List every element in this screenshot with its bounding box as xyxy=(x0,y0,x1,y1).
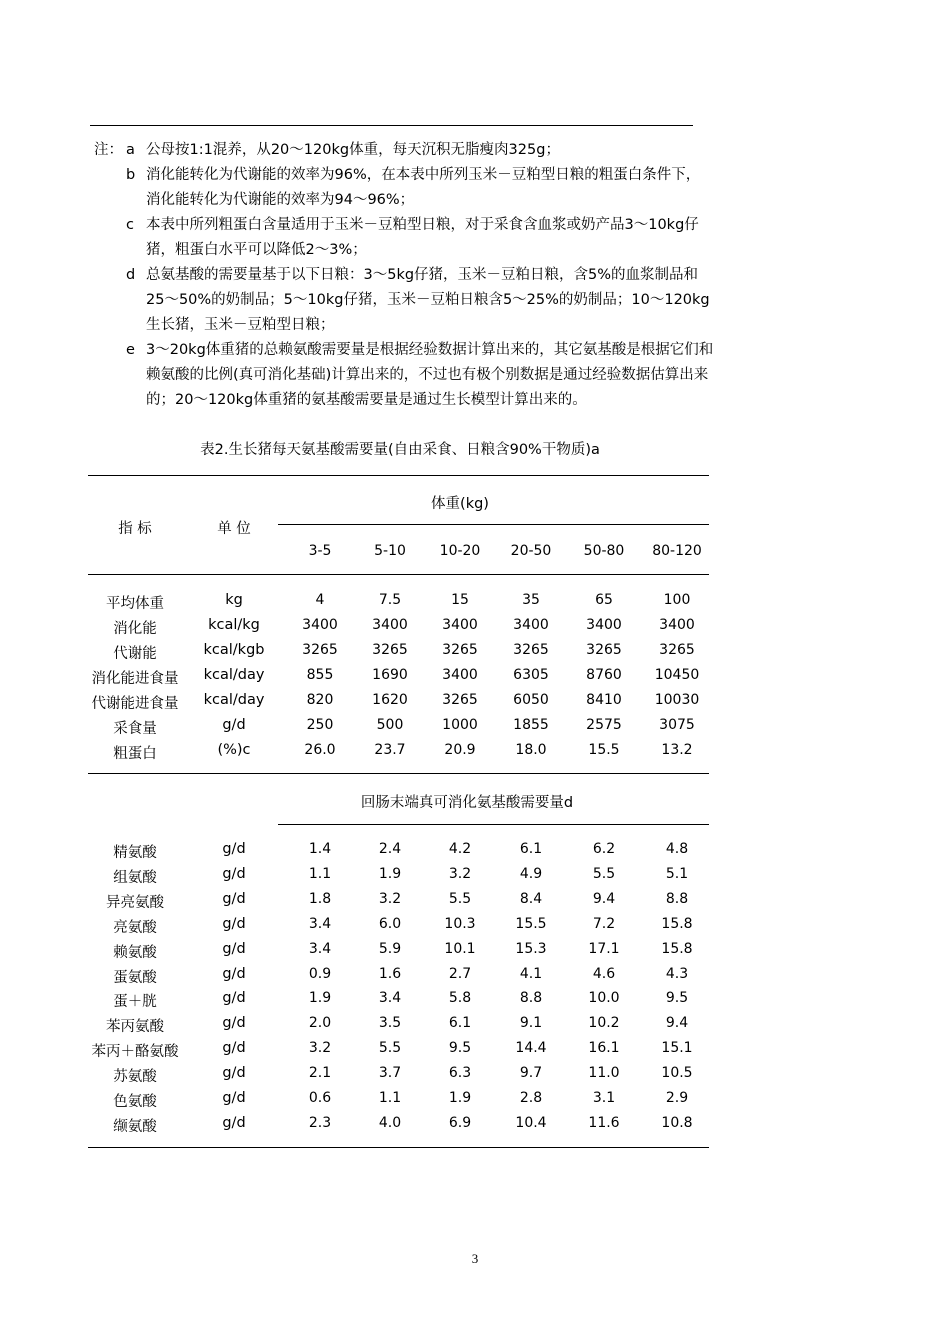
table-top-rule xyxy=(88,475,709,476)
table-cell: 6.0 xyxy=(378,915,402,932)
row-unit: g/d xyxy=(222,990,246,1007)
note-key: d xyxy=(126,267,136,283)
section2-title: 回肠末端真可消化氨基酸需要量d xyxy=(360,795,574,811)
row-unit: g/d xyxy=(222,940,246,957)
table-cell: 20.9 xyxy=(444,742,476,758)
table-cell: 8.8 xyxy=(665,890,689,907)
row-label: 平均体重 xyxy=(106,596,164,612)
table-cell: 23.7 xyxy=(374,742,406,758)
table-cell: 17.1 xyxy=(588,940,620,957)
table-cell: 3265 xyxy=(442,692,478,708)
table-cell: 3400 xyxy=(513,617,549,633)
row-unit: g/d xyxy=(222,841,246,857)
page-number: 3 xyxy=(471,1251,479,1266)
table-cell: 3.4 xyxy=(308,940,332,957)
row-label: 组氨酸 xyxy=(113,869,157,886)
table-cell: 65 xyxy=(595,592,613,608)
column-header: 10-20 xyxy=(439,543,481,559)
row-unit: g/d xyxy=(222,717,246,733)
table-cell: 2.9 xyxy=(665,1090,689,1106)
row-label: 苏氨酸 xyxy=(113,1069,157,1086)
table-cell: 1.1 xyxy=(378,1090,402,1106)
row-label: 消化能进食量 xyxy=(91,671,179,687)
table-cell: 4.3 xyxy=(665,965,689,982)
table-cell: 7.2 xyxy=(592,915,616,932)
table-cell: 10.0 xyxy=(588,990,620,1007)
table-cell: 6.2 xyxy=(592,841,616,857)
row-label: 色氨酸 xyxy=(113,1094,157,1110)
table-cell: 3400 xyxy=(659,617,695,633)
table-cell: 16.1 xyxy=(588,1040,620,1057)
row-label: 苯丙＋酪氨酸 xyxy=(91,1044,179,1061)
column-header: 50-80 xyxy=(583,543,625,559)
row-unit: kcal/day xyxy=(203,667,265,683)
row-label: 精氨酸 xyxy=(113,845,157,861)
header-group: 体重(kg) xyxy=(431,496,489,512)
table-cell: 6305 xyxy=(513,667,549,683)
table-cell: 7.5 xyxy=(378,592,402,608)
row-label: 蛋＋胱 xyxy=(113,994,157,1011)
table-cell: 3.4 xyxy=(378,990,402,1007)
row-unit: kg xyxy=(225,592,243,608)
notes-prefix: 注： xyxy=(94,142,123,158)
table-cell: 11.0 xyxy=(588,1065,620,1082)
table-cell: 3.2 xyxy=(448,865,472,882)
header-index: 指 标 xyxy=(118,521,152,537)
table-cell: 8.4 xyxy=(519,890,543,907)
table-cell: 3400 xyxy=(302,617,338,633)
table-cell: 2.3 xyxy=(308,1114,332,1131)
table-cell: 3.2 xyxy=(378,890,402,907)
table-cell: 9.4 xyxy=(665,1015,689,1032)
table-cell: 3.4 xyxy=(308,915,332,932)
table-cell: 3.5 xyxy=(378,1015,402,1032)
table-cell: 6.1 xyxy=(519,841,543,857)
table-cell: 3400 xyxy=(442,617,478,633)
table-cell: 855 xyxy=(306,667,334,683)
table-cell: 10030 xyxy=(654,692,700,708)
row-label: 粗蛋白 xyxy=(113,746,157,762)
table-cell: 10.5 xyxy=(661,1065,693,1082)
table-cell: 4 xyxy=(315,592,325,608)
table-cell: 9.5 xyxy=(665,990,689,1007)
note-c xyxy=(94,213,714,263)
table-cell: 4.0 xyxy=(378,1114,402,1131)
row-label: 采食量 xyxy=(113,721,157,737)
table-cell: 0.9 xyxy=(308,965,332,982)
table-cell: 1620 xyxy=(372,692,408,708)
note-key: a xyxy=(126,142,135,158)
table-cell: 15.8 xyxy=(661,915,693,932)
note-text: 总氨基酸的需要量基于以下日粮：3～5kg仔猪，玉米－豆粕日粮，含5%的血浆制品和25～50%的奶制品；5～10kg仔猪，玉米－豆粕日粮含5～25%的奶制品；10～120kg生长猪，玉米－豆粕型日粮； xyxy=(146,267,710,333)
table-cell: 6.9 xyxy=(448,1114,472,1131)
table-cell: 10.1 xyxy=(444,940,476,957)
table-cell: 10.3 xyxy=(444,915,476,932)
note-key: c xyxy=(126,217,134,233)
row-unit: g/d xyxy=(222,915,246,932)
row-unit: kcal/kg xyxy=(208,617,260,633)
table-cell: 100 xyxy=(663,592,691,608)
table-cell: 8.8 xyxy=(519,990,543,1007)
header-sub-rule xyxy=(278,524,709,525)
section1-bottom-rule xyxy=(88,773,709,774)
top-rule xyxy=(90,125,693,126)
column-header: 20-50 xyxy=(510,543,552,559)
row-unit: kcal/kgb xyxy=(203,642,265,658)
row-unit: g/d xyxy=(222,965,246,982)
table-cell: 3265 xyxy=(372,642,408,658)
table-cell: 9.7 xyxy=(519,1065,543,1082)
table-cell: 3265 xyxy=(302,642,338,658)
table-cell: 2.0 xyxy=(308,1015,332,1032)
note-d xyxy=(94,263,714,338)
table-cell: 820 xyxy=(306,692,334,708)
table-cell: 4.8 xyxy=(665,841,689,857)
table-cell: 1.9 xyxy=(308,990,332,1007)
section2-title-rule xyxy=(278,824,709,825)
row-unit: (%)c xyxy=(217,742,251,758)
table-cell: 4.9 xyxy=(519,865,543,882)
header-bottom-rule xyxy=(88,574,709,575)
table-cell: 5.8 xyxy=(448,990,472,1007)
table-cell: 26.0 xyxy=(304,742,336,758)
column-header: 80-120 xyxy=(652,543,702,559)
table-cell: 5.5 xyxy=(378,1040,402,1057)
table-cell: 500 xyxy=(376,717,404,733)
row-unit: g/d xyxy=(222,890,246,907)
table-cell: 5.1 xyxy=(665,865,689,882)
table-bottom-rule xyxy=(88,1147,709,1148)
table-cell: 15.5 xyxy=(515,915,547,932)
note-a xyxy=(94,138,714,163)
row-unit: g/d xyxy=(222,1015,246,1032)
table-cell: 11.6 xyxy=(588,1114,620,1131)
notes-block xyxy=(94,138,714,413)
table-cell: 250 xyxy=(306,717,334,733)
table-cell: 3400 xyxy=(586,617,622,633)
row-unit: g/d xyxy=(222,1090,246,1106)
table-cell: 10.2 xyxy=(588,1015,620,1032)
table-cell: 3265 xyxy=(659,642,695,658)
table-cell: 1.9 xyxy=(378,865,402,882)
table-cell: 4.1 xyxy=(519,965,543,982)
table-cell: 5.9 xyxy=(378,940,402,957)
table-cell: 13.2 xyxy=(661,742,693,758)
header-unit: 单 位 xyxy=(217,521,251,537)
row-unit: g/d xyxy=(222,1114,246,1131)
table-cell: 4.6 xyxy=(592,965,616,982)
row-unit: g/d xyxy=(222,1065,246,1082)
column-header: 3-5 xyxy=(308,543,332,559)
note-text: 本表中所列粗蛋白含量适用于玉米－豆粕型日粮，对于采食含血浆或奶产品3～10kg仔猪，粗蛋白水平可以降低2～3%； xyxy=(146,217,699,258)
table-cell: 10450 xyxy=(654,667,700,683)
table-cell: 0.6 xyxy=(308,1090,332,1106)
table-cell: 3.2 xyxy=(308,1040,332,1057)
table-cell: 3265 xyxy=(586,642,622,658)
table-cell: 15.1 xyxy=(661,1040,693,1057)
table-cell: 2.7 xyxy=(448,965,472,982)
table-cell: 9.1 xyxy=(519,1015,543,1032)
table-cell: 1.9 xyxy=(448,1090,472,1106)
table-cell: 15.3 xyxy=(515,940,547,957)
table-cell: 1.8 xyxy=(308,890,332,907)
row-unit: g/d xyxy=(222,865,246,882)
table-cell: 1855 xyxy=(513,717,549,733)
note-text: 消化能转化为代谢能的效率为96%，在本表中所列玉米－豆粕型日粮的粗蛋白条件下，消化能转化为代谢能的效率为94～96%； xyxy=(146,167,701,208)
table-cell: 1.4 xyxy=(308,841,332,857)
table-cell: 9.5 xyxy=(448,1040,472,1057)
note-key: e xyxy=(126,342,135,358)
table-cell: 3075 xyxy=(659,717,695,733)
table-cell: 3.1 xyxy=(592,1090,616,1106)
table-cell: 2.1 xyxy=(308,1065,332,1082)
table-cell: 3265 xyxy=(513,642,549,658)
table-cell: 2.8 xyxy=(519,1090,543,1106)
table-cell: 10.4 xyxy=(515,1114,547,1131)
table-cell: 6.1 xyxy=(448,1015,472,1032)
table-cell: 3.7 xyxy=(378,1065,402,1082)
column-header: 5-10 xyxy=(374,543,406,559)
row-label: 亮氨酸 xyxy=(113,919,157,936)
note-e xyxy=(94,338,714,413)
note-text: 3～20kg体重猪的总赖氨酸需要量是根据经验数据计算出来的，其它氨基酸是根据它们和赖氨酸的比例(真可消化基础)计算出来的，不过也有极个别数据是通过经验数据估算出来的；20～120kg体重猪的氨基酸需要量是通过生长模型计算出来的。 xyxy=(146,342,714,408)
note-key: b xyxy=(126,167,136,183)
row-label: 代谢能进食量 xyxy=(91,696,179,712)
table-cell: 14.4 xyxy=(515,1040,547,1057)
table-cell: 1000 xyxy=(442,717,478,733)
table-cell: 6.3 xyxy=(448,1065,472,1082)
table-cell: 8410 xyxy=(586,692,622,708)
table-cell: 1.1 xyxy=(308,865,332,882)
row-unit: kcal/day xyxy=(203,692,265,708)
table-cell: 3400 xyxy=(372,617,408,633)
table-cell: 10.8 xyxy=(661,1114,693,1131)
table-cell: 1.6 xyxy=(378,965,402,982)
row-label: 代谢能 xyxy=(113,646,157,662)
row-label: 蛋氨酸 xyxy=(113,969,157,986)
note-b xyxy=(94,163,714,213)
table-cell: 9.4 xyxy=(592,890,616,907)
table-cell: 1690 xyxy=(372,667,408,683)
table-cell: 15.8 xyxy=(661,940,693,957)
row-label: 消化能 xyxy=(113,621,157,637)
table-cell: 2575 xyxy=(586,717,622,733)
table-cell: 4.2 xyxy=(448,841,472,857)
table-caption: 表2.生长猪每天氨基酸需要量(自由采食、日粮含90%干物质)a xyxy=(200,442,600,458)
table-cell: 15 xyxy=(451,592,469,608)
table-cell: 18.0 xyxy=(515,742,547,758)
row-label: 苯丙氨酸 xyxy=(106,1019,164,1036)
table-cell: 5.5 xyxy=(448,890,472,907)
row-label: 赖氨酸 xyxy=(113,944,157,961)
table-cell: 3400 xyxy=(442,667,478,683)
table-cell: 15.5 xyxy=(588,742,620,758)
row-label: 缬氨酸 xyxy=(113,1118,157,1135)
note-text: 公母按1:1混养，从20～120kg体重，每天沉积无脂瘦肉325g； xyxy=(146,142,560,158)
row-unit: g/d xyxy=(222,1040,246,1057)
table-cell: 3265 xyxy=(442,642,478,658)
table-cell: 35 xyxy=(522,592,540,608)
table-cell: 2.4 xyxy=(378,841,402,857)
table-cell: 8760 xyxy=(586,667,622,683)
table-cell: 5.5 xyxy=(592,865,616,882)
row-label: 异亮氨酸 xyxy=(106,894,164,911)
table-cell: 6050 xyxy=(513,692,549,708)
